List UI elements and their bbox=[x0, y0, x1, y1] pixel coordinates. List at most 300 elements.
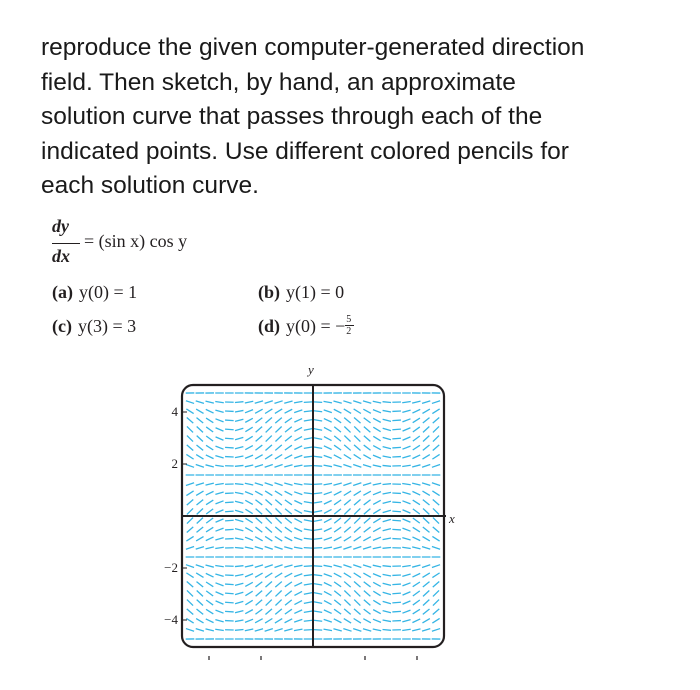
slope-segment bbox=[255, 619, 263, 623]
slope-segment bbox=[245, 600, 252, 605]
slope-segment bbox=[235, 410, 243, 412]
slope-segment bbox=[383, 419, 391, 421]
slope-segment bbox=[412, 573, 420, 577]
slope-segment bbox=[265, 454, 272, 459]
slope-segment bbox=[235, 529, 243, 531]
problem-instructions bbox=[41, 31, 691, 204]
slope-segment bbox=[235, 419, 243, 421]
slope-segment bbox=[334, 573, 342, 577]
slope-segment bbox=[196, 455, 203, 459]
slope-segment bbox=[294, 583, 302, 587]
slope-segment bbox=[206, 582, 213, 587]
slope-segment bbox=[354, 426, 360, 432]
slope-segment bbox=[196, 483, 204, 486]
slope-segment bbox=[265, 464, 273, 467]
slope-segment bbox=[403, 601, 411, 604]
slope-segment bbox=[197, 445, 204, 450]
slope-segment bbox=[304, 438, 312, 440]
initial-condition-a bbox=[52, 282, 137, 303]
slope-segment bbox=[344, 518, 350, 524]
slope-segment bbox=[314, 420, 322, 421]
slope-segment bbox=[206, 418, 213, 423]
slope-segment bbox=[324, 483, 332, 485]
slope-segment bbox=[216, 437, 224, 440]
slope-segment bbox=[215, 620, 223, 622]
slope-segment bbox=[265, 536, 272, 541]
slope-segment bbox=[225, 511, 234, 512]
slope-segment bbox=[255, 582, 262, 587]
slope-segment bbox=[225, 611, 234, 612]
slope-segment bbox=[433, 426, 439, 432]
slope-segment bbox=[334, 409, 342, 413]
slope-segment bbox=[334, 418, 341, 423]
slope-segment bbox=[216, 510, 224, 513]
slope-segment bbox=[285, 573, 293, 577]
slope-segment bbox=[373, 427, 380, 432]
slope-segment bbox=[245, 436, 252, 441]
slope-segment bbox=[403, 437, 411, 440]
slope-segment bbox=[235, 611, 243, 613]
slope-segment bbox=[304, 548, 313, 549]
slope-segment bbox=[235, 484, 244, 485]
slope-segment bbox=[235, 583, 243, 585]
slope-segment bbox=[186, 401, 194, 404]
slope-segment bbox=[392, 593, 401, 594]
initial-condition-b bbox=[258, 282, 344, 303]
slope-segment bbox=[432, 547, 440, 550]
slope-segment bbox=[334, 491, 342, 495]
slope-segment bbox=[383, 501, 391, 503]
slope-segment bbox=[215, 547, 224, 548]
x-axis-label: x bbox=[449, 511, 455, 526]
slope-segment bbox=[344, 454, 351, 459]
slope-segment bbox=[353, 464, 361, 467]
slope-segment bbox=[354, 508, 360, 514]
slope-segment bbox=[344, 426, 350, 432]
slope-segment bbox=[187, 582, 193, 588]
slope-segment bbox=[196, 401, 204, 404]
slope-segment bbox=[402, 528, 410, 531]
slope-segment bbox=[255, 401, 263, 403]
slope-segment bbox=[402, 547, 411, 548]
direction-field-plot bbox=[150, 358, 470, 668]
slope-segment bbox=[412, 401, 420, 403]
slope-segment bbox=[402, 456, 410, 458]
slope-segment bbox=[354, 500, 361, 506]
slope-segment bbox=[304, 466, 313, 467]
slope-segment bbox=[245, 465, 253, 467]
slope-segment bbox=[206, 629, 214, 631]
slope-segment bbox=[314, 429, 322, 431]
slope-segment bbox=[304, 593, 312, 595]
slope-segment bbox=[294, 629, 302, 630]
slope-segment bbox=[215, 402, 224, 403]
slope-segment bbox=[373, 436, 380, 441]
slope-segment bbox=[343, 547, 351, 550]
slope-segment bbox=[304, 411, 313, 412]
slope-segment bbox=[423, 582, 430, 587]
slope-segment bbox=[383, 592, 391, 594]
slope-segment bbox=[235, 620, 243, 622]
slope-segment bbox=[206, 445, 213, 450]
slope-segment bbox=[334, 436, 341, 441]
slope-segment bbox=[294, 427, 302, 431]
slope-segment bbox=[285, 418, 292, 423]
slope-segment bbox=[344, 537, 351, 542]
slope-segment bbox=[432, 454, 439, 459]
slope-segment bbox=[364, 418, 371, 423]
slope-segment bbox=[255, 527, 262, 532]
slope-segment bbox=[333, 629, 341, 631]
slope-segment bbox=[235, 538, 243, 540]
slope-segment bbox=[294, 455, 302, 458]
slope-segment bbox=[373, 547, 381, 549]
slope-segment bbox=[256, 509, 263, 515]
slope-segment bbox=[344, 508, 350, 514]
slope-segment bbox=[413, 427, 420, 432]
part-text: y(0) = 1 bbox=[79, 282, 138, 302]
slope-segment bbox=[402, 574, 410, 576]
slope-segment bbox=[324, 629, 332, 630]
slope-segment bbox=[432, 565, 440, 568]
slope-segment bbox=[383, 529, 391, 531]
slope-segment bbox=[383, 410, 391, 412]
fraction-bar bbox=[52, 243, 80, 244]
slope-segment bbox=[245, 455, 253, 458]
y-tick-label: −2 bbox=[164, 560, 178, 575]
slope-segment bbox=[225, 447, 234, 448]
slope-segment bbox=[294, 574, 302, 577]
slope-segment bbox=[235, 447, 243, 449]
slope-segment bbox=[413, 518, 420, 523]
slope-segment bbox=[422, 565, 430, 568]
slope-segment bbox=[235, 629, 244, 630]
slope-segment bbox=[344, 409, 351, 413]
slope-segment bbox=[314, 402, 323, 403]
slope-segment bbox=[255, 547, 263, 549]
slope-segment bbox=[294, 437, 302, 441]
slope-segment bbox=[275, 426, 281, 432]
small-fraction bbox=[345, 314, 355, 337]
slope-segment bbox=[402, 620, 410, 622]
slope-segment bbox=[314, 584, 322, 585]
slope-segment bbox=[216, 501, 224, 504]
slope-segment bbox=[314, 529, 322, 530]
slope-segment bbox=[235, 402, 244, 403]
slope-segment bbox=[265, 619, 272, 624]
slope-segment bbox=[373, 500, 381, 504]
slope-segment bbox=[314, 456, 323, 457]
slope-segment bbox=[432, 464, 440, 467]
slope-segment bbox=[334, 537, 342, 541]
slope-segment bbox=[255, 409, 263, 413]
slope-segment bbox=[422, 537, 429, 541]
slope-segment bbox=[206, 500, 213, 505]
y-tick-label: 2 bbox=[171, 456, 178, 471]
slope-segment bbox=[216, 528, 224, 531]
slope-segment bbox=[186, 491, 193, 496]
slope-segment bbox=[324, 437, 332, 441]
slope-segment bbox=[363, 409, 371, 413]
slope-segment bbox=[383, 484, 392, 485]
slope-segment bbox=[413, 582, 420, 587]
slope-segment bbox=[245, 483, 253, 485]
slope-segment bbox=[343, 465, 351, 468]
slope-segment bbox=[422, 619, 429, 623]
slope-segment bbox=[324, 410, 332, 413]
slope-segment bbox=[266, 600, 272, 606]
slope-segment bbox=[363, 537, 371, 541]
slope-segment bbox=[433, 436, 439, 442]
slope-segment bbox=[294, 528, 302, 532]
slope-segment bbox=[343, 483, 351, 486]
slope-segment bbox=[314, 566, 323, 567]
slope-segment bbox=[275, 454, 282, 459]
slope-segment bbox=[403, 428, 411, 431]
slope-segment bbox=[423, 418, 430, 423]
slope-segment bbox=[344, 491, 351, 496]
slope-segment bbox=[314, 575, 323, 576]
slope-segment bbox=[294, 419, 302, 423]
part-label: (c) bbox=[52, 316, 72, 336]
slope-segment bbox=[196, 619, 203, 623]
slope-segment bbox=[314, 620, 323, 621]
slope-segment bbox=[215, 410, 223, 412]
slope-segment bbox=[422, 483, 430, 486]
slope-segment bbox=[225, 593, 234, 594]
slope-segment bbox=[333, 565, 341, 567]
slope-segment bbox=[324, 601, 332, 605]
slope-segment bbox=[265, 527, 272, 533]
slope-segment bbox=[363, 565, 371, 568]
slope-segment bbox=[255, 609, 262, 614]
slope-segment bbox=[433, 518, 439, 524]
slope-segment bbox=[344, 619, 351, 623]
slope-segment bbox=[373, 629, 381, 631]
slope-segment bbox=[245, 427, 252, 432]
slope-segment bbox=[266, 508, 272, 514]
slope-segment bbox=[197, 509, 203, 515]
slope-segment bbox=[294, 401, 302, 402]
slope-segment bbox=[383, 629, 392, 630]
slope-segment bbox=[383, 601, 391, 603]
slope-segment bbox=[333, 401, 341, 403]
slope-segment bbox=[294, 547, 302, 549]
slope-segment bbox=[235, 437, 243, 439]
slope-segment bbox=[274, 401, 282, 404]
slope-segment bbox=[324, 419, 332, 423]
slope-segment bbox=[285, 591, 292, 596]
slope-segment bbox=[373, 537, 381, 540]
slope-segment bbox=[215, 629, 224, 630]
slope-segment bbox=[186, 618, 193, 623]
slope-segment bbox=[402, 419, 410, 422]
slope-segment bbox=[383, 510, 391, 512]
slope-segment bbox=[304, 630, 313, 631]
slope-segment bbox=[235, 574, 243, 576]
slope-segment bbox=[354, 418, 361, 424]
slope-segment bbox=[392, 447, 401, 448]
slope-segment bbox=[255, 491, 263, 495]
slope-segment bbox=[373, 446, 381, 450]
slope-segment bbox=[433, 582, 439, 588]
slope-segment bbox=[187, 508, 193, 514]
slope-segment bbox=[235, 501, 243, 503]
slope-segment bbox=[423, 500, 430, 505]
slope-segment bbox=[373, 492, 381, 495]
slope-segment bbox=[196, 409, 203, 413]
slope-segment bbox=[255, 537, 263, 541]
slope-segment bbox=[363, 483, 371, 485]
slope-segment bbox=[334, 609, 341, 614]
differential-equation bbox=[50, 216, 250, 272]
slope-segment bbox=[314, 630, 323, 631]
slope-segment bbox=[354, 436, 360, 442]
slope-segment bbox=[265, 629, 273, 632]
slope-segment bbox=[432, 618, 439, 623]
slope-segment bbox=[196, 465, 204, 468]
slope-segment bbox=[354, 409, 361, 414]
slope-segment bbox=[364, 527, 371, 532]
slope-segment bbox=[363, 547, 371, 549]
slope-segment bbox=[245, 629, 253, 631]
slope-segment bbox=[206, 537, 214, 541]
slope-segment bbox=[216, 446, 224, 449]
slope-segment bbox=[265, 565, 273, 568]
slope-segment bbox=[294, 519, 302, 523]
slope-segment bbox=[383, 547, 392, 548]
slope-segment bbox=[334, 591, 341, 596]
slope-segment bbox=[235, 510, 243, 512]
slope-segment bbox=[255, 418, 262, 423]
slope-segment bbox=[206, 527, 213, 532]
slope-segment bbox=[245, 528, 253, 532]
slope-segment bbox=[284, 547, 292, 549]
slope-segment bbox=[422, 573, 429, 577]
slope-segment bbox=[197, 527, 204, 532]
slope-segment bbox=[334, 518, 341, 523]
slope-segment bbox=[412, 537, 420, 541]
slope-segment bbox=[354, 600, 360, 606]
slope-segment bbox=[373, 518, 380, 523]
slope-segment bbox=[245, 610, 253, 614]
slope-segment bbox=[413, 600, 420, 605]
slope-segment bbox=[333, 483, 341, 485]
slope-segment bbox=[383, 574, 391, 576]
slope-segment bbox=[275, 518, 281, 524]
y-axis-label: y bbox=[308, 362, 314, 377]
slope-segment bbox=[265, 483, 273, 486]
slope-segment bbox=[196, 609, 203, 614]
slope-segment bbox=[383, 538, 391, 540]
slope-segment bbox=[304, 620, 313, 621]
slope-segment bbox=[206, 619, 214, 623]
slope-segment bbox=[255, 483, 263, 485]
instruction-line: solution curve that passes through each of the bbox=[41, 103, 543, 130]
slope-segment bbox=[275, 409, 282, 413]
slope-segment bbox=[225, 438, 234, 439]
slope-segment bbox=[304, 529, 312, 530]
slope-segment bbox=[285, 409, 293, 413]
slope-segment bbox=[334, 445, 341, 450]
slope-segment bbox=[392, 602, 401, 603]
slope-segment bbox=[216, 419, 224, 422]
slope-segment bbox=[215, 574, 223, 576]
slope-segment bbox=[294, 565, 302, 567]
slope-segment bbox=[363, 619, 371, 623]
slope-segment bbox=[186, 536, 193, 541]
slope-segment bbox=[304, 447, 312, 448]
slope-segment bbox=[354, 454, 361, 459]
slope-segment bbox=[344, 418, 351, 424]
slope-segment bbox=[215, 483, 224, 484]
slope-segment bbox=[206, 491, 214, 495]
slope-segment bbox=[186, 454, 193, 459]
slope-segment bbox=[423, 591, 429, 597]
slope-segment bbox=[304, 511, 312, 513]
slope-segment bbox=[294, 610, 302, 614]
slope-segment bbox=[294, 591, 302, 595]
slope-segment bbox=[196, 418, 203, 423]
slope-segment bbox=[304, 484, 313, 485]
slope-segment bbox=[304, 611, 312, 612]
slope-segment bbox=[314, 611, 322, 612]
slope-segment bbox=[196, 491, 203, 495]
slope-segment bbox=[363, 455, 370, 459]
slope-segment bbox=[334, 600, 341, 605]
slope-segment bbox=[373, 410, 381, 413]
slope-segment bbox=[383, 492, 391, 494]
slope-segment bbox=[403, 510, 411, 513]
slope-segment bbox=[413, 609, 420, 614]
slope-segment bbox=[285, 537, 293, 541]
slope-segment bbox=[363, 491, 371, 495]
slope-segment bbox=[324, 519, 332, 523]
slope-segment bbox=[383, 519, 391, 521]
slope-segment bbox=[413, 436, 420, 441]
slope-segment bbox=[187, 445, 193, 451]
part-label: (d) bbox=[258, 316, 280, 336]
slope-segment bbox=[235, 547, 244, 548]
slope-segment bbox=[265, 547, 273, 550]
slope-segment bbox=[304, 456, 313, 457]
slope-segment bbox=[383, 566, 392, 567]
slope-segment bbox=[433, 445, 439, 451]
slope-segment bbox=[364, 600, 371, 606]
slope-segment bbox=[392, 429, 401, 430]
slope-segment bbox=[255, 629, 263, 631]
slope-segment bbox=[412, 629, 420, 631]
slope-segment bbox=[285, 518, 292, 523]
slope-segment bbox=[314, 438, 322, 440]
slope-segment bbox=[216, 428, 224, 431]
slope-segment bbox=[275, 508, 281, 514]
direction-field-figure bbox=[150, 358, 470, 668]
slope-segment bbox=[422, 465, 430, 468]
slope-segment bbox=[284, 629, 292, 631]
slope-segment bbox=[206, 591, 213, 596]
slope-segment bbox=[196, 629, 204, 632]
slope-segment bbox=[324, 446, 332, 450]
slope-segment bbox=[364, 445, 371, 450]
slope-segment bbox=[256, 600, 263, 606]
slope-segment bbox=[215, 492, 223, 494]
slope-segment bbox=[324, 465, 332, 467]
small-fraction-numerator: 5 bbox=[346, 314, 352, 325]
slope-segment bbox=[433, 418, 440, 424]
slope-segment bbox=[197, 427, 203, 433]
slope-segment bbox=[324, 574, 332, 577]
